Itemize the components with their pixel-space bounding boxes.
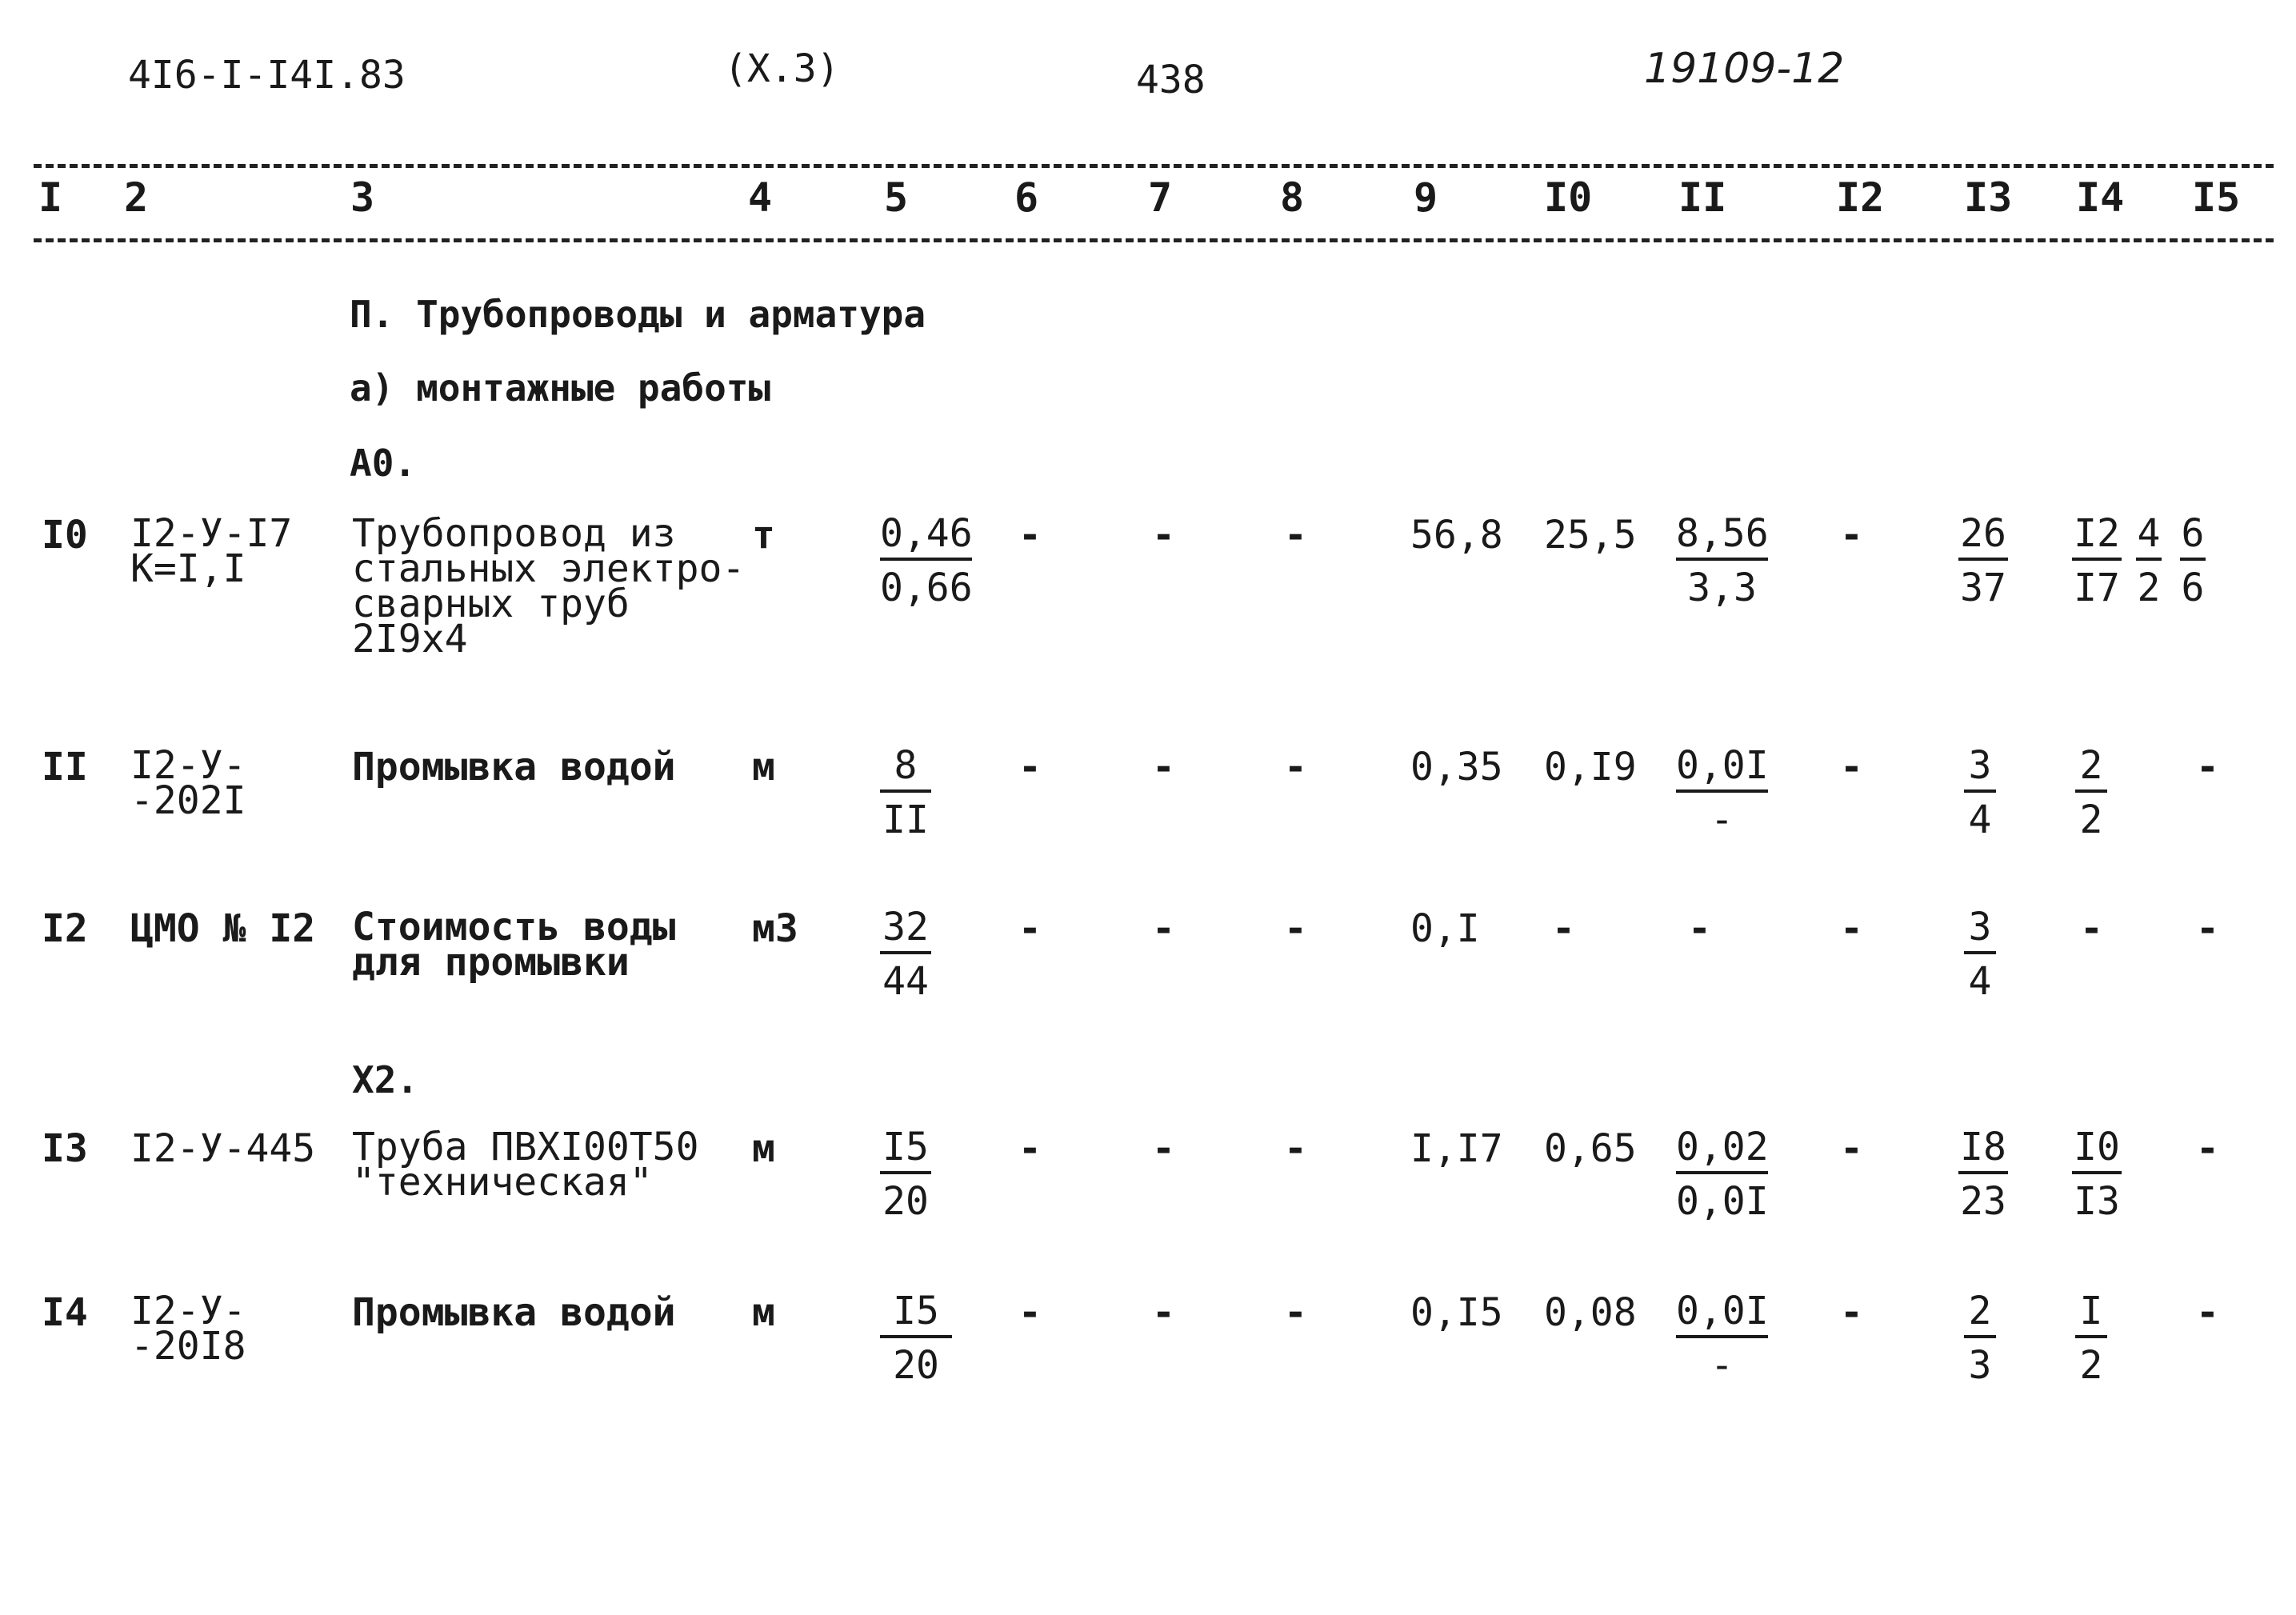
value: 0,I5 [1410, 1290, 1503, 1335]
fraction-value: $\frac{32}{44}$ [880, 908, 931, 1001]
row-number: I4 [42, 1290, 88, 1335]
bottom-dashed-rule [34, 238, 2274, 242]
dash-value: - [1018, 513, 1042, 558]
dash-value: - [1152, 906, 1175, 951]
value: 56,8 [1410, 513, 1503, 558]
column-header-12: I2 [1836, 174, 1885, 221]
top-dashed-rule [34, 164, 2274, 168]
dash-value: - [1018, 1290, 1042, 1335]
dash-value: - [1018, 745, 1042, 790]
dash-value: - [1840, 1126, 1863, 1171]
value: 0,08 [1544, 1290, 1637, 1335]
dash-value: - [1552, 906, 1575, 951]
group-label: Х2. [352, 1058, 419, 1101]
unit: т [752, 513, 775, 558]
dash-value: - [2196, 906, 2219, 951]
value: 0,I9 [1544, 745, 1637, 790]
fraction-value: $\frac{I}{2}$ [2075, 1292, 2107, 1385]
fraction-value: $\frac{I8}{23}$ [1958, 1128, 2008, 1221]
dash-value: - [1152, 1290, 1175, 1335]
row-number: I0 [42, 513, 88, 558]
column-header-5: 5 [884, 174, 909, 221]
value: I,I7 [1410, 1126, 1503, 1171]
fraction-value: $\frac{3}{4}$ [1964, 746, 1996, 839]
work-name: Трубопровод из стальных электро- сварных труб 2I9x4 [352, 511, 746, 662]
fraction-value: $\frac{8}{II}$ [880, 746, 931, 839]
dash-value: - [1284, 745, 1307, 790]
value: 0,I [1410, 906, 1480, 951]
dash-value: - [2196, 1290, 2219, 1335]
dash-value: - [1840, 513, 1863, 558]
value: 0,65 [1544, 1126, 1637, 1171]
dash-value: - [1284, 513, 1307, 558]
unit: м [752, 745, 775, 790]
dash-value: - [1152, 1126, 1175, 1171]
value: 25,5 [1544, 513, 1637, 558]
column-header-6: 6 [1014, 174, 1039, 221]
row-number: II [42, 745, 88, 790]
row-number: I3 [42, 1126, 88, 1171]
column-header-9: 9 [1414, 174, 1438, 221]
fraction-value: $\frac{6}{6}$ [2181, 511, 2205, 610]
rate-code: I2-У- -20I8 [130, 1289, 246, 1369]
rate-code: ЦМО № I2 [130, 906, 316, 951]
work-name: Стоимость воды для промывки [352, 905, 676, 985]
dash-value: - [1152, 513, 1175, 558]
fraction-value: 0,0I - [1676, 743, 1769, 842]
dash-value: - [1284, 1126, 1307, 1171]
value: 0,35 [1410, 745, 1503, 790]
fraction-value: $\frac{3}{4}$ [1964, 908, 1996, 1001]
section-title: П. Трубопроводы и арматура [350, 293, 926, 336]
handwritten-code: 19109-12 [1644, 45, 1845, 93]
unit: м [752, 1290, 775, 1335]
dash-value: - [1688, 906, 1711, 951]
rate-code: I2-У-I7 К=I,I [130, 511, 293, 591]
work-name: Промывка водой [352, 745, 676, 790]
column-header-4: 4 [748, 174, 773, 221]
dash-value: - [1284, 1290, 1307, 1335]
column-header-7: 7 [1148, 174, 1173, 221]
fraction-value: $\frac{I0}{I3}$ [2072, 1128, 2122, 1221]
column-header-2: 2 [124, 174, 149, 221]
column-header-10: I0 [1544, 174, 1593, 221]
dash-value: - [2196, 745, 2219, 790]
fraction-value: $\frac{26}{37}$ [1958, 514, 2008, 607]
column-header-15: I5 [2192, 174, 2241, 221]
section-code: (X.3) [724, 46, 840, 91]
column-header-8: 8 [1280, 174, 1305, 221]
dash-value: - [1018, 906, 1042, 951]
column-header-11: II [1678, 174, 1727, 221]
rate-code: I2-У-445 [130, 1126, 316, 1171]
row-number: I2 [42, 906, 88, 951]
dash-value: - [1018, 1126, 1042, 1171]
dash-value: - [2080, 906, 2103, 951]
document-code: 4I6-I-I4I.83 [128, 53, 406, 98]
column-header-3: 3 [350, 174, 375, 221]
dash-value: - [1840, 1290, 1863, 1335]
fraction-value: $\frac{0,02}{0,0I}$ [1676, 1125, 1769, 1224]
fraction-value: $\frac{I2}{I7}$ [2072, 514, 2122, 607]
dash-value: - [1284, 906, 1307, 951]
unit: м [752, 1126, 775, 1171]
fraction-value: $\frac{I5}{20}$ [880, 1128, 931, 1221]
fraction-value: $\frac{2}{3}$ [1964, 1292, 1996, 1385]
dash-value: - [2196, 1126, 2219, 1171]
dash-value: - [1840, 745, 1863, 790]
work-name: Труба ПВХI00Т50 "техническая" [352, 1125, 699, 1205]
group-label: А0. [350, 442, 417, 485]
rate-code: I2-У- -202I [130, 743, 246, 823]
fraction-value: $\frac{8,56}{3,3}$ [1676, 511, 1769, 610]
fraction-value: $\frac{4}{2}$ [2137, 511, 2161, 610]
fraction-value: $\frac{2}{2}$ [2075, 746, 2107, 839]
unit: м3 [752, 906, 798, 951]
column-header-13: I3 [1964, 174, 2013, 221]
fraction-value: 0,0I - [1676, 1289, 1769, 1388]
column-header-14: I4 [2076, 174, 2125, 221]
section-subtitle: а) монтажные работы [350, 366, 771, 410]
dash-value: - [1840, 906, 1863, 951]
work-name: Промывка водой [352, 1290, 676, 1335]
column-header-1: I [38, 174, 63, 221]
fraction-value: $\frac{I5}{20}$ [880, 1292, 952, 1385]
page-number: 438 [1136, 58, 1206, 102]
dash-value: - [1152, 745, 1175, 790]
fraction-value: $\frac{0,46}{0,66}$ [880, 511, 973, 610]
